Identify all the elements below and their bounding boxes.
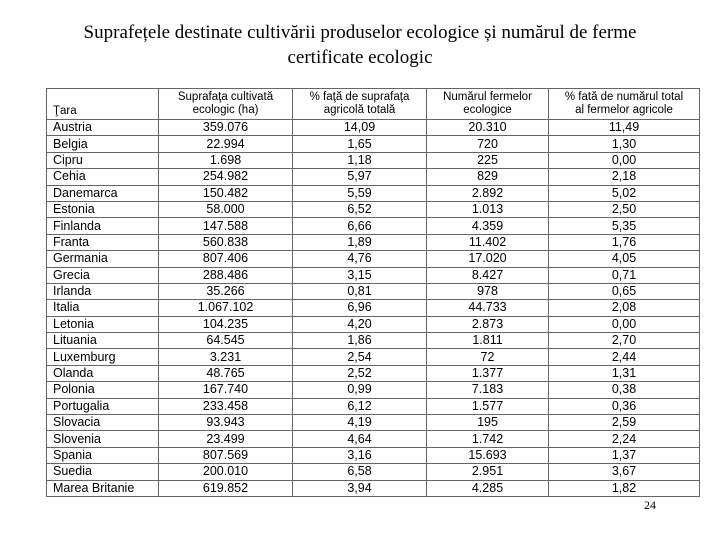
table-row [47, 234, 700, 250]
cell-organic-area: 150.482 [159, 185, 293, 201]
table-row [47, 349, 700, 365]
cell-organic-area: 288.486 [159, 267, 293, 283]
cell-farm-count: 1.577 [427, 398, 549, 414]
cell-pct-area: 3,94 [293, 480, 427, 496]
header-pct-farms [549, 89, 700, 120]
cell-pct-farms: 0,38 [549, 382, 700, 398]
table-row [47, 201, 700, 217]
cell-pct-farms: 1,82 [549, 480, 700, 496]
table-row [47, 169, 700, 185]
cell-pct-area: 1,89 [293, 234, 427, 250]
cell-country: Slovacia [47, 415, 159, 431]
cell-organic-area: 93.943 [159, 415, 293, 431]
header-country [47, 89, 159, 120]
cell-country: Portugalia [47, 398, 159, 414]
header-pct-area-line-2: agricolă totală [323, 104, 396, 116]
cell-country: Letonia [47, 316, 159, 332]
cell-pct-farms: 0,00 [549, 316, 700, 332]
cell-pct-farms: 1,76 [549, 234, 700, 250]
table-row [47, 464, 700, 480]
cell-farm-count: 195 [427, 415, 549, 431]
cell-country: Italia [47, 300, 159, 316]
cell-country: Cipru [47, 152, 159, 168]
cell-farm-count: 44.733 [427, 300, 549, 316]
cell-country: Germania [47, 251, 159, 267]
cell-pct-farms: 3,67 [549, 464, 700, 480]
cell-organic-area: 3.231 [159, 349, 293, 365]
cell-farm-count: 1.013 [427, 201, 549, 217]
cell-farm-count: 978 [427, 283, 549, 299]
cell-pct-farms: 0,36 [549, 398, 700, 414]
cell-pct-farms: 4,05 [549, 251, 700, 267]
cell-farm-count: 17.020 [427, 251, 549, 267]
table-row [47, 398, 700, 414]
table-row [47, 136, 700, 152]
cell-farm-count: 7.183 [427, 382, 549, 398]
cell-pct-farms: 2,50 [549, 201, 700, 217]
cell-pct-farms: 2,08 [549, 300, 700, 316]
cell-country: Marea Britanie [47, 480, 159, 496]
cell-farm-count: 2.892 [427, 185, 549, 201]
cell-pct-farms: 1,37 [549, 447, 700, 463]
cell-pct-area: 0,99 [293, 382, 427, 398]
cell-pct-area: 4,19 [293, 415, 427, 431]
cell-country: Lituania [47, 333, 159, 349]
cell-pct-area: 2,52 [293, 365, 427, 381]
table-row [47, 251, 700, 267]
cell-organic-area: 22.994 [159, 136, 293, 152]
cell-country: Belgia [47, 136, 159, 152]
cell-pct-farms: 2,70 [549, 333, 700, 349]
cell-organic-area: 167.740 [159, 382, 293, 398]
cell-organic-area: 200.010 [159, 464, 293, 480]
cell-pct-area: 6,58 [293, 464, 427, 480]
header-organic-area-line-2: ecologic (ha) [192, 104, 259, 116]
cell-country: Cehia [47, 169, 159, 185]
cell-country: Finlanda [47, 218, 159, 234]
cell-pct-farms: 2,18 [549, 169, 700, 185]
table-row [47, 480, 700, 496]
cell-organic-area: 58.000 [159, 201, 293, 217]
cell-country: Slovenia [47, 431, 159, 447]
slide-title-line-2: certificate ecologic [287, 47, 433, 68]
cell-pct-farms: 2,44 [549, 349, 700, 365]
header-pct-farms-line-2: al fermelor agricole [575, 104, 673, 116]
table-body [47, 120, 700, 497]
table-header-row [47, 89, 700, 120]
cell-farm-count: 20.310 [427, 120, 549, 136]
cell-organic-area: 359.076 [159, 120, 293, 136]
cell-pct-farms: 0,65 [549, 283, 700, 299]
header-pct-area [293, 89, 427, 120]
cell-organic-area: 560.838 [159, 234, 293, 250]
cell-pct-area: 4,76 [293, 251, 427, 267]
cell-pct-farms: 2,59 [549, 415, 700, 431]
table-row [47, 283, 700, 299]
cell-farm-count: 829 [427, 169, 549, 185]
table-row [47, 333, 700, 349]
table-row [47, 185, 700, 201]
cell-farm-count: 225 [427, 152, 549, 168]
table-row [47, 415, 700, 431]
organic-farming-table [46, 88, 700, 497]
cell-organic-area: 35.266 [159, 283, 293, 299]
cell-farm-count: 11.402 [427, 234, 549, 250]
cell-country: Irlanda [47, 283, 159, 299]
cell-pct-farms: 11,49 [549, 120, 700, 136]
cell-farm-count: 2.951 [427, 464, 549, 480]
cell-farm-count: 1.811 [427, 333, 549, 349]
header-farm-count-line-1: Numărul fermelor [443, 91, 532, 103]
table-row [47, 431, 700, 447]
table-row [47, 447, 700, 463]
cell-organic-area: 807.569 [159, 447, 293, 463]
cell-farm-count: 720 [427, 136, 549, 152]
cell-organic-area: 64.545 [159, 333, 293, 349]
header-pct-area-line-1: % faţă de suprafaţa [309, 91, 410, 103]
header-farm-count-line-2: ecologice [463, 104, 512, 116]
cell-organic-area: 619.852 [159, 480, 293, 496]
slide-title-line-1: Suprafețele destinate cultivării produselor ecologice și numărul de ferme [83, 22, 637, 43]
cell-pct-area: 3,16 [293, 447, 427, 463]
cell-farm-count: 4.285 [427, 480, 549, 496]
cell-pct-area: 6,12 [293, 398, 427, 414]
header-country-label: Ţara [53, 105, 77, 117]
cell-pct-area: 5,97 [293, 169, 427, 185]
cell-country: Franta [47, 234, 159, 250]
cell-country: Danemarca [47, 185, 159, 201]
cell-pct-farms: 0,00 [549, 152, 700, 168]
cell-pct-area: 1,18 [293, 152, 427, 168]
cell-farm-count: 8.427 [427, 267, 549, 283]
cell-farm-count: 15.693 [427, 447, 549, 463]
cell-organic-area: 48.765 [159, 365, 293, 381]
cell-country: Olanda [47, 365, 159, 381]
page-number: 24 [644, 498, 656, 512]
cell-pct-area: 4,64 [293, 431, 427, 447]
cell-organic-area: 104.235 [159, 316, 293, 332]
slide-title [40, 20, 680, 70]
cell-pct-farms: 5,02 [549, 185, 700, 201]
cell-pct-area: 2,54 [293, 349, 427, 365]
cell-organic-area: 1.067.102 [159, 300, 293, 316]
cell-organic-area: 233.458 [159, 398, 293, 414]
cell-pct-area: 14,09 [293, 120, 427, 136]
cell-country: Spania [47, 447, 159, 463]
cell-pct-farms: 2,24 [549, 431, 700, 447]
cell-pct-area: 3,15 [293, 267, 427, 283]
table-row [47, 152, 700, 168]
cell-pct-area: 5,59 [293, 185, 427, 201]
cell-farm-count: 72 [427, 349, 549, 365]
header-organic-area-line-1: Suprafaţa cultivată [177, 91, 274, 103]
cell-pct-area: 1,65 [293, 136, 427, 152]
cell-country: Polonia [47, 382, 159, 398]
cell-country: Grecia [47, 267, 159, 283]
table-row [47, 267, 700, 283]
cell-country: Luxemburg [47, 349, 159, 365]
cell-pct-area: 1,86 [293, 333, 427, 349]
header-organic-area [159, 89, 293, 120]
cell-farm-count: 4.359 [427, 218, 549, 234]
cell-pct-area: 4,20 [293, 316, 427, 332]
cell-country: Suedia [47, 464, 159, 480]
table-row [47, 218, 700, 234]
cell-country: Austria [47, 120, 159, 136]
cell-pct-area: 6,52 [293, 201, 427, 217]
cell-organic-area: 254.982 [159, 169, 293, 185]
cell-pct-area: 6,96 [293, 300, 427, 316]
cell-country: Estonia [47, 201, 159, 217]
table-row [47, 120, 700, 136]
cell-pct-area: 0,81 [293, 283, 427, 299]
cell-farm-count: 1.742 [427, 431, 549, 447]
cell-farm-count: 2.873 [427, 316, 549, 332]
cell-organic-area: 147.588 [159, 218, 293, 234]
table-row [47, 382, 700, 398]
cell-pct-area: 6,66 [293, 218, 427, 234]
cell-organic-area: 807.406 [159, 251, 293, 267]
cell-pct-farms: 5,35 [549, 218, 700, 234]
table-row [47, 365, 700, 381]
cell-farm-count: 1.377 [427, 365, 549, 381]
cell-pct-farms: 0,71 [549, 267, 700, 283]
table-row [47, 316, 700, 332]
header-pct-farms-line-1: % fată de numărul total [564, 91, 684, 103]
table-row [47, 300, 700, 316]
cell-pct-farms: 1,31 [549, 365, 700, 381]
cell-pct-farms: 1,30 [549, 136, 700, 152]
cell-organic-area: 1.698 [159, 152, 293, 168]
header-farm-count [427, 89, 549, 120]
cell-organic-area: 23.499 [159, 431, 293, 447]
